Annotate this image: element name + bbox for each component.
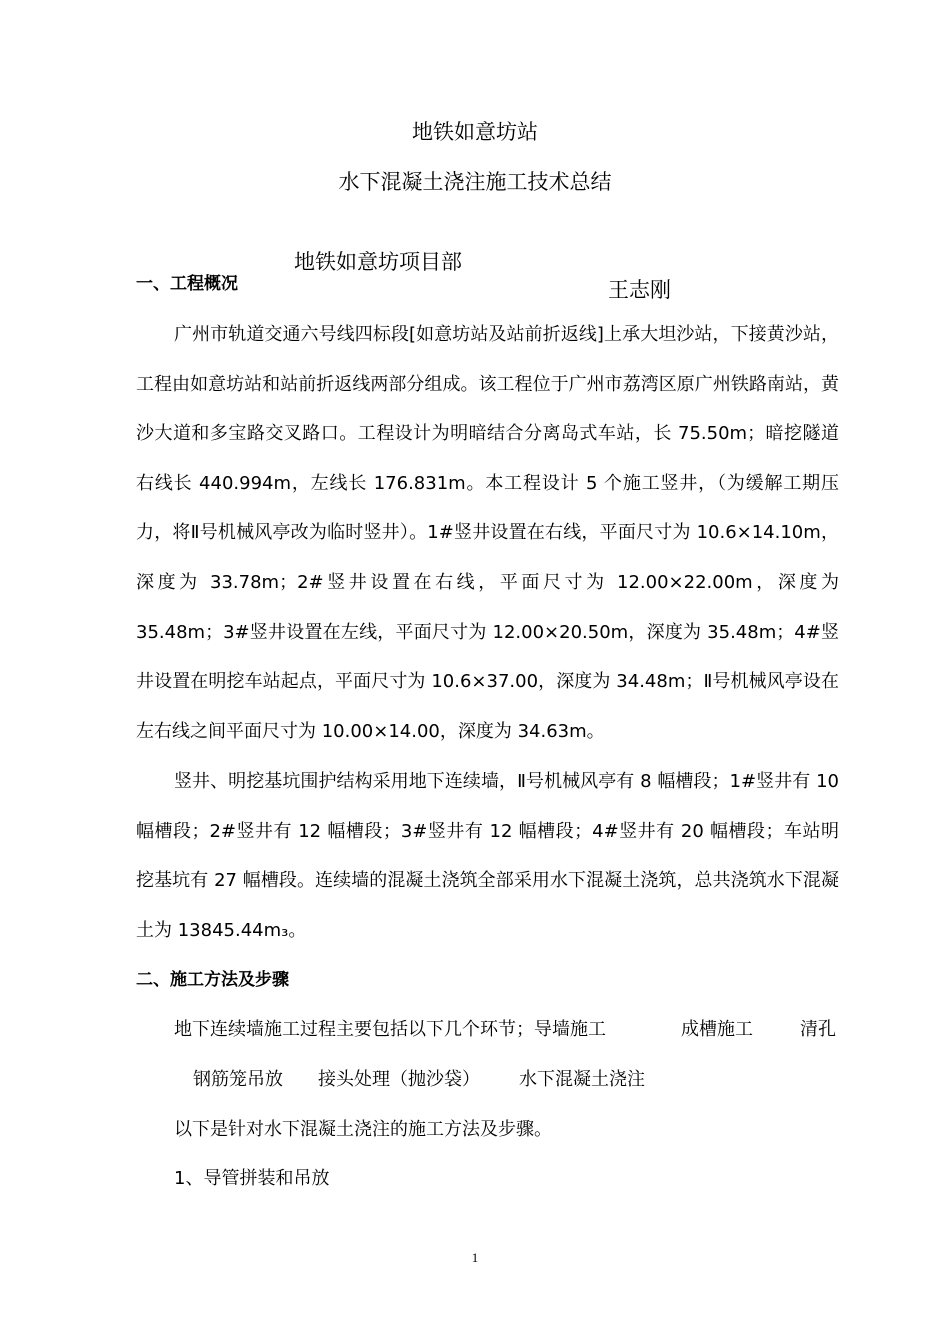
section-2-heading: 二、施工方法及步骤 xyxy=(136,970,289,990)
title-line-1: 地铁如意坊站 xyxy=(412,120,538,144)
step-item: 接头处理（抛沙袋） xyxy=(318,1069,480,1090)
step-item: 成槽施工 xyxy=(681,1019,753,1040)
department-name: 地铁如意坊项目部 xyxy=(294,250,462,274)
author-name: 王志刚 xyxy=(608,278,671,302)
step-item: 清孔 xyxy=(800,1019,836,1040)
subsection-1-heading: 1、导管拼装和吊放 xyxy=(174,1168,330,1189)
section-1-heading: 一、工程概况 xyxy=(136,274,238,294)
section-1-paragraph-1: 广州市轨道交通六号线四标段[如意坊站及站前折返线]上承大坦沙站，下接黄沙站，工程由如意坊站和站前折返线两部分组成。该工程位于广州市荔湾区原广州铁路南站，黄沙大道和多宝路交叉路口。工程设计为明暗结合分离岛式车站，长 75.50m；暗挖隧道右线长 440.994m，左线长 176.831m。本工程设计 5 个施工竖井，（为缓解工期压力，将Ⅱ号机械风亭改为临时竖井）。1#竖井设置在右线，平面尺寸为 10.6×14.10m，深度为 33.78m；2#竖井设置在右线，平面尺寸为 12.00×22.00m，深度为 35.48m；3#竖井设置在左线，平面尺寸为 12.00×20.50m，深度为 35.48m；4#竖井设置在明挖车站起点，平面尺寸为 10.6×37.00，深度为 34.48m；Ⅱ号机械风亭设在左右线之间平面尺寸为 10.00×14.00，深度为 34.63m。 xyxy=(136,324,839,742)
section-1-paragraph-2: 竖井、明挖基坑围护结构采用地下连续墙，Ⅱ号机械风亭有 8 幅槽段；1#竖井有 10 幅槽段；2#竖井有 12 幅槽段；3#竖井有 12 幅槽段；4#竖井有 20 幅槽段；车站明挖基坑有 27 幅槽段。连续墙的混凝土浇筑全部采用水下混凝土浇筑，总共浇筑水下混凝土为 13845.44m₃。 xyxy=(136,771,839,941)
title-line-2: 水下混凝土浇注施工技术总结 xyxy=(338,170,612,194)
step-item: 水下混凝土浇注 xyxy=(519,1069,645,1090)
steps-intro: 地下连续墙施工过程主要包括以下几个环节；导墙施工 xyxy=(174,1019,606,1040)
step-item: 钢筋笼吊放 xyxy=(193,1069,283,1090)
page-number: 1 xyxy=(471,1250,479,1265)
section-2-paragraph-2: 以下是针对水下混凝土浇注的施工方法及步骤。 xyxy=(174,1119,552,1140)
